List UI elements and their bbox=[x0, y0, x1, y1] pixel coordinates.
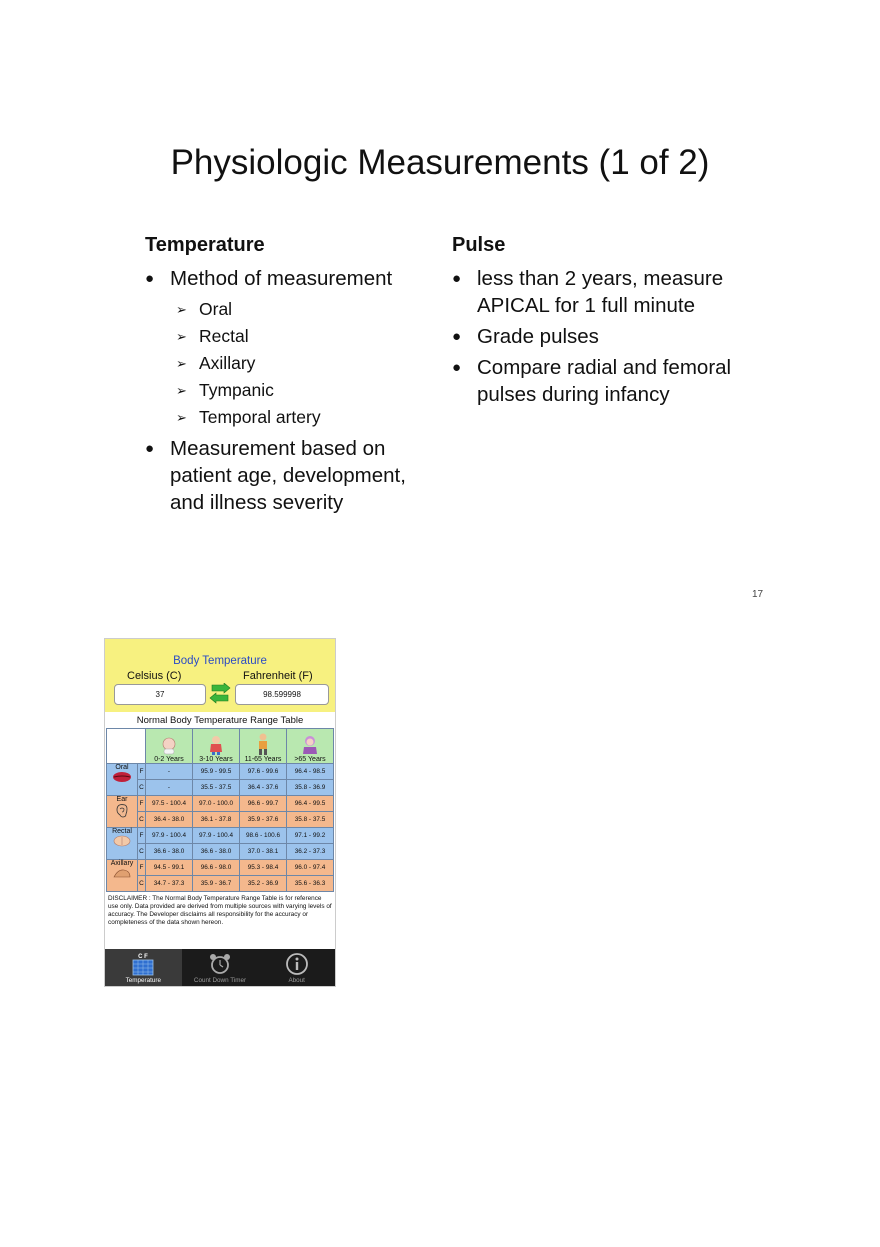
site-label: Oral bbox=[115, 764, 129, 771]
cell: 35.8 - 36.9 bbox=[287, 780, 334, 796]
cell: - bbox=[146, 764, 193, 780]
child-icon bbox=[207, 735, 225, 755]
converter-title: Body Temperature bbox=[173, 655, 267, 667]
cell: 35.5 - 37.5 bbox=[193, 780, 240, 796]
cell: 36.4 - 37.6 bbox=[240, 780, 287, 796]
axillary-f-row bbox=[107, 860, 334, 876]
method-oral: ➢ Oral bbox=[170, 296, 445, 323]
ear-f-row bbox=[107, 796, 334, 812]
method-temporal-artery: ➢ Temporal artery bbox=[170, 404, 445, 431]
unit-c: C bbox=[138, 876, 146, 892]
adult-icon bbox=[255, 733, 271, 755]
tab-icon-letters: C F bbox=[138, 954, 149, 960]
cell: 97.9 - 100.4 bbox=[193, 828, 240, 844]
site-oral bbox=[107, 764, 138, 796]
swap-arrows-icon[interactable] bbox=[208, 683, 232, 705]
tab-count-down-timer[interactable] bbox=[182, 949, 259, 986]
axillary-c-row bbox=[107, 876, 334, 892]
tab-bar bbox=[105, 949, 335, 986]
age-label: 3-10 Years bbox=[199, 756, 233, 763]
age-label: 0-2 Years bbox=[154, 756, 184, 763]
tab-about[interactable] bbox=[258, 949, 335, 986]
cell: 97.1 - 99.2 bbox=[287, 828, 334, 844]
site-label: Rectal bbox=[112, 828, 132, 835]
rectal-icon bbox=[112, 835, 132, 847]
page-number: 17 bbox=[752, 589, 764, 600]
cell: 97.9 - 100.4 bbox=[146, 828, 193, 844]
ear-icon bbox=[115, 803, 129, 819]
elderly-icon bbox=[300, 735, 320, 755]
cell: 97.6 - 99.6 bbox=[240, 764, 287, 780]
disclaimer-text: DISCLAIMER : The Normal Body Temperature Range Table is for reference use only. Data provided are derived from multiple sources with varying levels of accuracy. The Developer disclaims all responsibility for the accuracy or completeness of the data shown hereon. bbox=[108, 895, 332, 926]
pulse-bullet-compare: ● Compare radial and femoral pulses during infancy bbox=[452, 354, 762, 408]
tab-label: Count Down Timer bbox=[193, 977, 247, 984]
method-sublist bbox=[170, 296, 445, 431]
cell: 36.2 - 37.3 bbox=[287, 844, 334, 860]
cell: 35.9 - 36.7 bbox=[193, 876, 240, 892]
cell: - bbox=[146, 780, 193, 796]
cell: 96.6 - 99.7 bbox=[240, 796, 287, 812]
lips-icon bbox=[112, 771, 132, 783]
armpit-icon bbox=[112, 867, 132, 879]
app-screenshot bbox=[104, 638, 336, 987]
age-header-0-2 bbox=[146, 729, 193, 764]
cell: 36.4 - 38.0 bbox=[146, 812, 193, 828]
method-axillary: ➢ Axillary bbox=[170, 350, 445, 377]
pulse-bullet-grade: ● Grade pulses bbox=[452, 323, 762, 350]
alarm-clock-icon bbox=[208, 952, 232, 976]
age-header-over-65 bbox=[287, 729, 334, 764]
rectal-c-row bbox=[107, 844, 334, 860]
cell: 97.5 - 100.4 bbox=[146, 796, 193, 812]
unit-f: F bbox=[138, 828, 146, 844]
slide-title: Physiologic Measurements (1 of 2) bbox=[170, 143, 710, 182]
cell: 37.0 - 38.1 bbox=[240, 844, 287, 860]
celsius-label: Celsius (C) bbox=[127, 670, 182, 682]
method-rectal: ➢ Rectal bbox=[170, 323, 445, 350]
cell: 95.9 - 99.5 bbox=[193, 764, 240, 780]
tab-label: Temperature bbox=[125, 977, 162, 984]
pulse-column bbox=[452, 234, 762, 412]
cell: 94.5 - 99.1 bbox=[146, 860, 193, 876]
pulse-list bbox=[452, 265, 762, 408]
cell: 96.4 - 99.5 bbox=[287, 796, 334, 812]
fahrenheit-label: Fahrenheit (F) bbox=[243, 670, 313, 682]
cell: 36.1 - 37.8 bbox=[193, 812, 240, 828]
site-label: Axillary bbox=[110, 860, 134, 867]
oral-f-row bbox=[107, 764, 334, 780]
celsius-input[interactable]: 37 bbox=[114, 684, 206, 705]
age-header-11-65 bbox=[240, 729, 287, 764]
temperature-heading: Temperature bbox=[145, 234, 265, 256]
site-rectal bbox=[107, 828, 138, 860]
cell: 34.7 - 37.3 bbox=[146, 876, 193, 892]
pulse-bullet-apical: ● less than 2 years, measure APICAL for 1 full minute bbox=[452, 265, 762, 319]
cell: 35.2 - 36.9 bbox=[240, 876, 287, 892]
unit-f: F bbox=[138, 860, 146, 876]
info-icon bbox=[285, 952, 309, 976]
tab-label: About bbox=[288, 977, 305, 984]
calendar-cf-icon bbox=[130, 952, 156, 976]
unit-c: C bbox=[138, 780, 146, 796]
rectal-f-row bbox=[107, 828, 334, 844]
range-table bbox=[106, 728, 334, 892]
measurement-basis-bullet: ● Measurement based on patient age, development, and illness severity bbox=[145, 435, 445, 516]
oral-c-row bbox=[107, 780, 334, 796]
site-ear bbox=[107, 796, 138, 828]
unit-f: F bbox=[138, 764, 146, 780]
cell: 96.6 - 98.0 bbox=[193, 860, 240, 876]
cell: 96.4 - 98.5 bbox=[287, 764, 334, 780]
cell: 97.0 - 100.0 bbox=[193, 796, 240, 812]
pulse-heading: Pulse bbox=[452, 234, 506, 256]
site-axillary bbox=[107, 860, 138, 892]
age-label: >65 Years bbox=[294, 756, 326, 763]
unit-c: C bbox=[138, 812, 146, 828]
unit-c: C bbox=[138, 844, 146, 860]
unit-f: F bbox=[138, 796, 146, 812]
age-label: 11-65 Years bbox=[244, 756, 282, 763]
cell: 35.6 - 36.3 bbox=[287, 876, 334, 892]
cell: 35.8 - 37.5 bbox=[287, 812, 334, 828]
cell: 98.6 - 100.6 bbox=[240, 828, 287, 844]
method-tympanic: ➢ Tympanic bbox=[170, 377, 445, 404]
cell: 95.3 - 98.4 bbox=[240, 860, 287, 876]
temperature-converter bbox=[105, 639, 335, 712]
age-header-3-10 bbox=[193, 729, 240, 764]
table-header-row bbox=[107, 729, 334, 764]
header-blank-cell bbox=[107, 729, 146, 764]
cell: 35.9 - 37.6 bbox=[240, 812, 287, 828]
cell: 36.6 - 38.0 bbox=[193, 844, 240, 860]
cell: 96.0 - 97.4 bbox=[287, 860, 334, 876]
ear-c-row bbox=[107, 812, 334, 828]
range-table-title: Normal Body Temperature Range Table bbox=[136, 715, 304, 726]
temperature-column bbox=[145, 234, 445, 520]
baby-icon bbox=[160, 737, 178, 755]
tab-temperature[interactable] bbox=[105, 949, 182, 986]
temperature-list bbox=[145, 265, 445, 516]
method-bullet-text: Method of measurement bbox=[170, 267, 393, 290]
cell: 36.6 - 38.0 bbox=[146, 844, 193, 860]
fahrenheit-input[interactable]: 98.599998 bbox=[235, 684, 329, 705]
method-bullet bbox=[145, 265, 445, 431]
site-label: Ear bbox=[116, 796, 128, 803]
